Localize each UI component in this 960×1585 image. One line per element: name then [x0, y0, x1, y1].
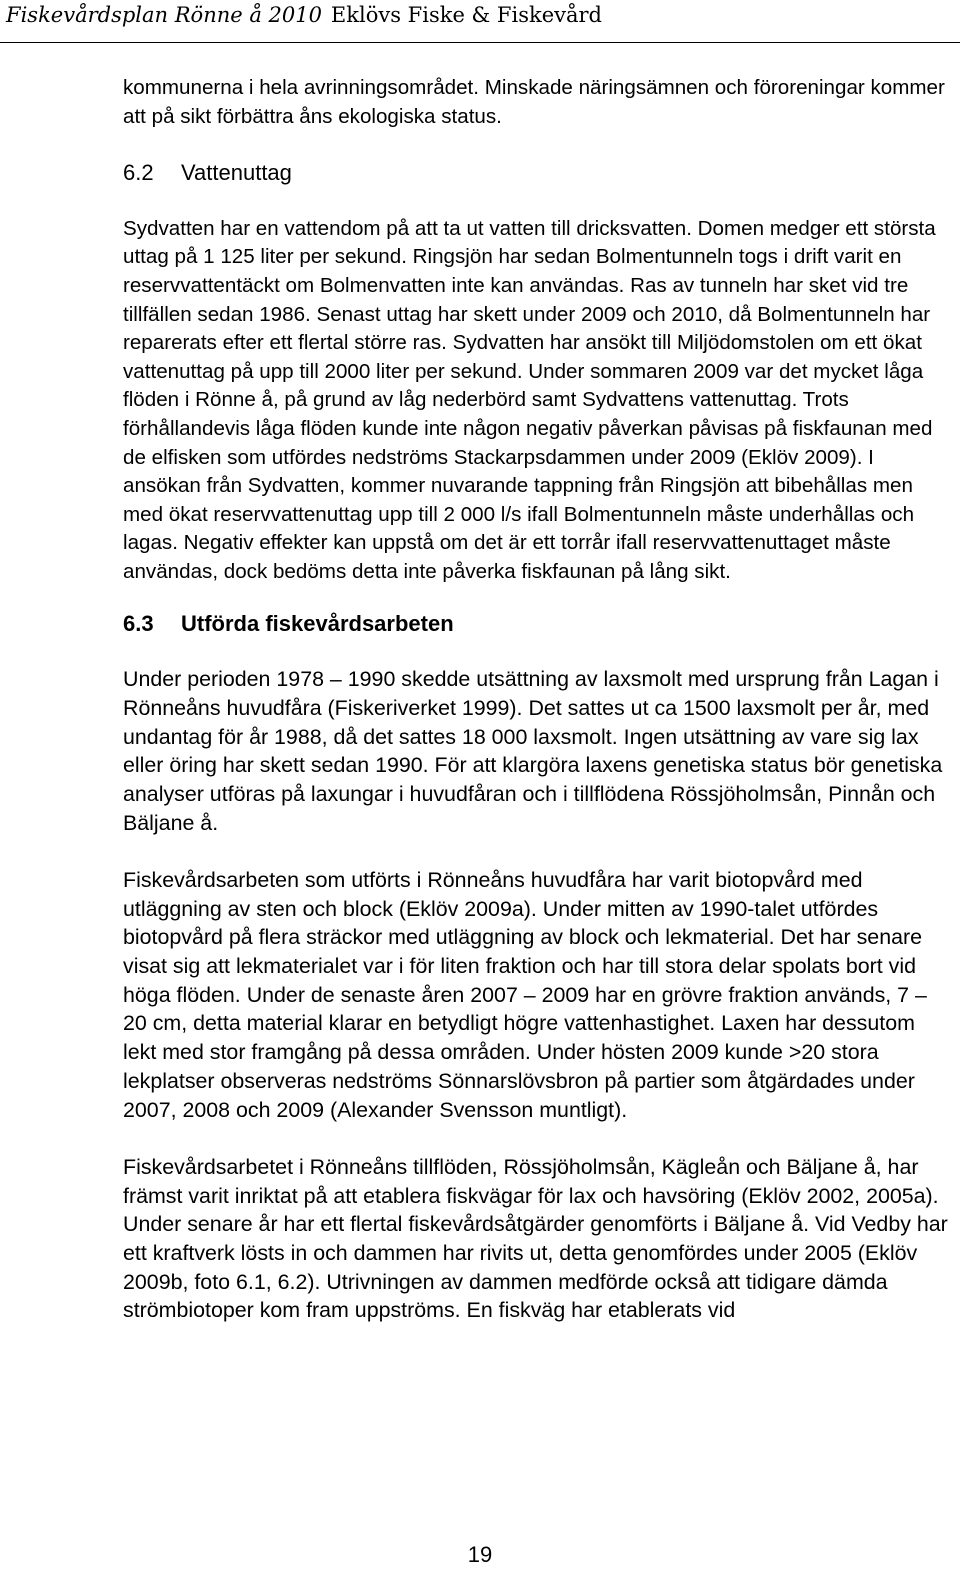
- section-number: 6.3: [123, 610, 154, 636]
- section-heading-6-3: [123, 610, 948, 639]
- section-title: Utförda fiskevårdsarbeten: [181, 610, 454, 636]
- section-number: 6.2: [123, 160, 154, 186]
- section-heading-6-2: [123, 159, 948, 188]
- paragraph-vattenuttag: Sydvatten har en vattendom på att ta ut vatten till dricksvatten. Domen medger ett största uttag på 1 125 liter per sekund. Ringsjön har sedan Bolmentunneln togs i drift varit en reservvattentäckt om Bolmenvatten inte kan användas. Ras av tunneln har sket vid tre tillfällen sedan 1986. Senast uttag har skett under 2009 och 2010, då Bolmentunneln har reparerats efter ett flertal större ras. Sydvatten har ansökt till Miljödomstolen om ett ökat vattenuttag på upp till 2000 liter per sekund. Under sommaren 2009 var det mycket låga flöden i Rönne å, på grund av låg nederbörd samt Sydvattens vattenuttag. Trots förhållandevis låga flöden kunde inte någon negativ påverkan påvisas på fiskfaunan med de elfisken som utfördes nedströms Stackarpsdammen under 2009 (Eklöv 2009). I ansökan från Sydvatten, kommer nuvarande tappning från Ringsjön att bibehållas men med ökat reservvattenuttag upp till 2 000 l/s ifall Bolmentunneln måste underhållas och lagas. Negativ effekter kan uppstå om det är ett torrår ifall reservvattenuttaget måste användas, dock bedöms detta inte påverka fiskfaunan på lång sikt.: [123, 216, 936, 583]
- page-header: [0, 0, 960, 43]
- page-body: [123, 74, 948, 1325]
- paragraph-laxsmolt: Under perioden 1978 – 1990 skedde utsättning av laxsmolt med ursprung från Lagan i Rönneåns huvudfåra (Fiskeriverket 1999). Det sattes ut ca 1500 laxsmolt per år, med undantag för år 1988, då det sattes 18 000 laxsmolt. Ingen utsättning av vare sig lax eller öring har skett sedan 1990. För att klargöra laxens genetiska status bör genetiska analyser utföras på laxungar i huvudfåran och i tillflödena Rössjöholmsån, Pinnån och Bäljane å.: [123, 667, 943, 835]
- paragraph-intro: kommunerna i hela avrinningsområdet. Minskade näringsämnen och föroreningar kommer att på sikt förbättra åns ekologiska status.: [123, 76, 945, 128]
- section-title: Vattenuttag: [181, 160, 292, 186]
- paragraph-biotopvard: Fiskevårdsarbeten som utförts i Rönneåns huvudfåra har varit biotopvård med utläggning av sten och block (Eklöv 2009a). Under mitten av 1990-talet utfördes biotopvård på flera sträckor med utläggning av block och lekmaterial. Det har senare visat sig att lekmaterialet var i för liten fraktion och har till stora delar spolats bort vid höga flöden. Under de senaste åren 2007 – 2009 har en grövre fraktion används, 7 – 20 cm, detta material klarar en betydligt högre vattenhastighet. Laxen har dessutom lekt med stor framgång på dessa områden. Under hösten 2009 kunde >20 stora lekplatser observeras nedströms Sönnarslövsbron på partier som åtgärdades under 2007, 2008 och 2009 (Alexander Svensson muntligt).: [123, 867, 927, 1122]
- header-author: Eklövs Fiske & Fiskevård: [330, 3, 602, 27]
- header-document-title: Fiskevårdsplan Rönne å 2010: [6, 3, 322, 27]
- page-number: 19: [467, 1542, 493, 1567]
- paragraph-tillfloden: Fiskevårdsarbetet i Rönneåns tillflöden, Rössjöholmsån, Kägleån och Bäljane å, har främst varit inriktat på att etablera fiskvägar för lax och havsöring (Eklöv 2002, 2005a). Under senare år har ett flertal fiskevårdsåtgärder genomförts i Bäljane å. Vid Vedby har ett kraftverk lösts in och dammen har rivits ut, detta genomfördes under 2005 (Eklöv 2009b, foto 6.1, 6.2). Utrivningen av dammen medförde också att tidigare dämda strömbiotoper kom fram uppströms. En fiskväg har etablerats vid: [123, 1154, 948, 1323]
